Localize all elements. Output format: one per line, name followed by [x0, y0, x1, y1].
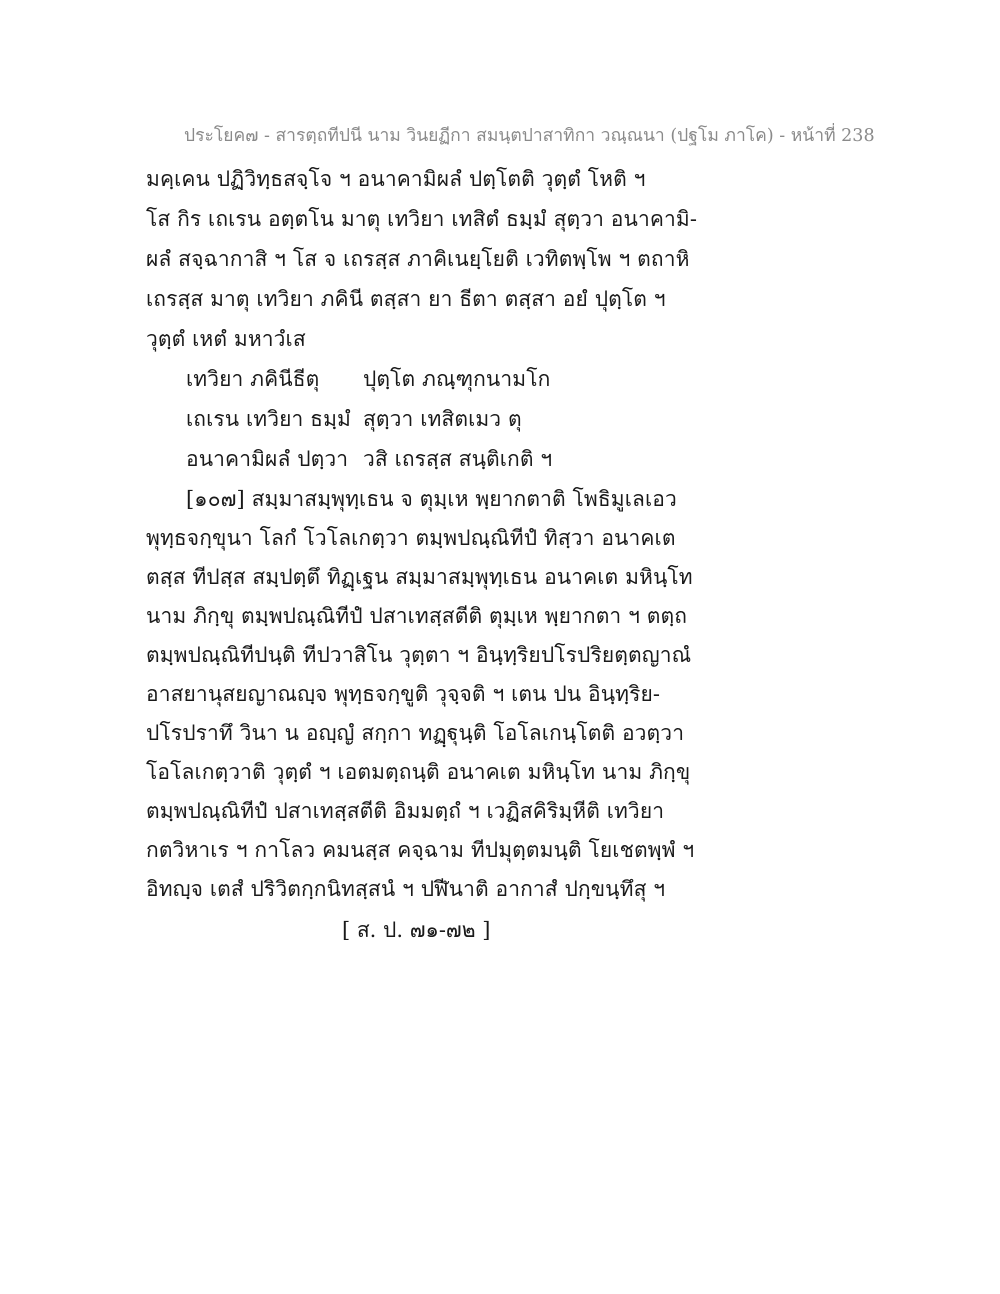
- text-line: โส กิร เถเรน อตฺตโน มาตุ เทวิยา เทสิตํ ธมฺมํ สุตฺวา อนาคามิ-: [146, 207, 698, 231]
- text-line: โอโลเกตฺวาติ วุตฺตํ ฯ เอตมตฺถนฺติ อนาคเต มหินฺโท นาม ภิกฺขุ: [146, 760, 691, 784]
- text-line: อาสยานุสยญาณญฺจ พุทฺธจกฺขูติ วุจฺจติ ฯ เตน ปน อินฺทฺริย-: [146, 682, 661, 706]
- page-header: ประโยค๗ - สารตฺถทีปนี นาม วินยฏีกา สมนฺตปาสาทิกา วณฺณนา (ปฐโม ภาโค) - หน้าที่ 238: [184, 126, 875, 146]
- text-line: ตสฺส ทีปสฺส สมฺปตฺตึ ทิฏฺเฐน สมฺมาสมฺพุทฺเธน อนาคเต มหินฺโท: [146, 565, 693, 589]
- text-line: ผลํ สจฺฉากาสิ ฯ โส จ เถรสฺส ภาคิเนยฺโยติ เวทิตพฺโพ ฯ ตถาหิ: [146, 247, 690, 271]
- text-line: [๑๐๗] สมฺมาสมฺพุทฺเธน จ ตุมฺเห พฺยากตาติ โพธิมูเลเอว: [186, 487, 677, 511]
- verse-line-first-half: เทวิยา ภคินีธีตุ: [186, 367, 320, 391]
- text-line: เถรสฺส มาตุ เทวิยา ภคินี ตสฺสา ยา ธีตา ตสฺสา อยํ ปุตฺโต ฯ: [146, 287, 666, 311]
- text-line: อิทญฺจ เตสํ ปริวิตกฺกนิทสฺสนํ ฯ ปฬีนาติ อากาสํ ปกฺขนฺทึสุ ฯ: [146, 877, 666, 901]
- verse-line-second-half: ปุตฺโต ภณฺฑุกนามโก: [363, 367, 551, 391]
- verse-line-first-half: เถเรน เทวิยา ธมฺมํ: [186, 407, 351, 431]
- text-line: วุตฺตํ เหตํ มหาวํเส: [146, 327, 306, 351]
- verse-line-second-half: วสิ เถรสฺส สนฺติเกติ ฯ: [363, 447, 553, 471]
- text-line: ตมฺพปณฺณิทีปนฺติ ทีปวาสิโน วุตฺตา ฯ อินฺทฺริยปโรปริยตฺตญาณํ: [146, 643, 692, 667]
- verse-line-first-half: อนาคามิผลํ ปตฺวา: [186, 447, 349, 471]
- text-line: พุทฺธจกฺขุนา โลกํ โวโลเกตฺวา ตมฺพปณฺณิทีปํ ทิสฺวา อนาคเต: [146, 526, 676, 550]
- text-line: กตวิหาเร ฯ กาโลว คมนสฺส คจฺฉาม ทีปมุตฺตมนฺติ โยเชตพฺพํ ฯ: [146, 838, 695, 862]
- source-citation: [ ส. ป. ๗๑-๗๒ ]: [342, 918, 491, 942]
- text-line: ปโรปราทึ วินา น อญฺญํ สกฺกา ทฏฺฐุนฺติ โอโลเกนฺโตติ อวตฺวา: [146, 721, 685, 745]
- verse-line-second-half: สุตฺวา เทสิตเมว ตุ: [363, 407, 522, 431]
- text-line: นาม ภิกฺขุ ตมฺพปณฺณิทีปํ ปสาเทสฺสตีติ ตุมฺเห พฺยากตา ฯ ตตฺถ: [146, 604, 688, 628]
- text-line: ตมฺพปณฺณิทีปํ ปสาเทสฺสตีติ อิมมตฺถํ ฯ เวฏิสคิริมฺหีติ เทวิยา: [146, 799, 665, 823]
- text-line: มคฺเคน ปฏิวิทฺธสจฺโจ ฯ อนาคามิผลํ ปตฺโตติ วุตฺตํ โหติ ฯ: [146, 167, 646, 191]
